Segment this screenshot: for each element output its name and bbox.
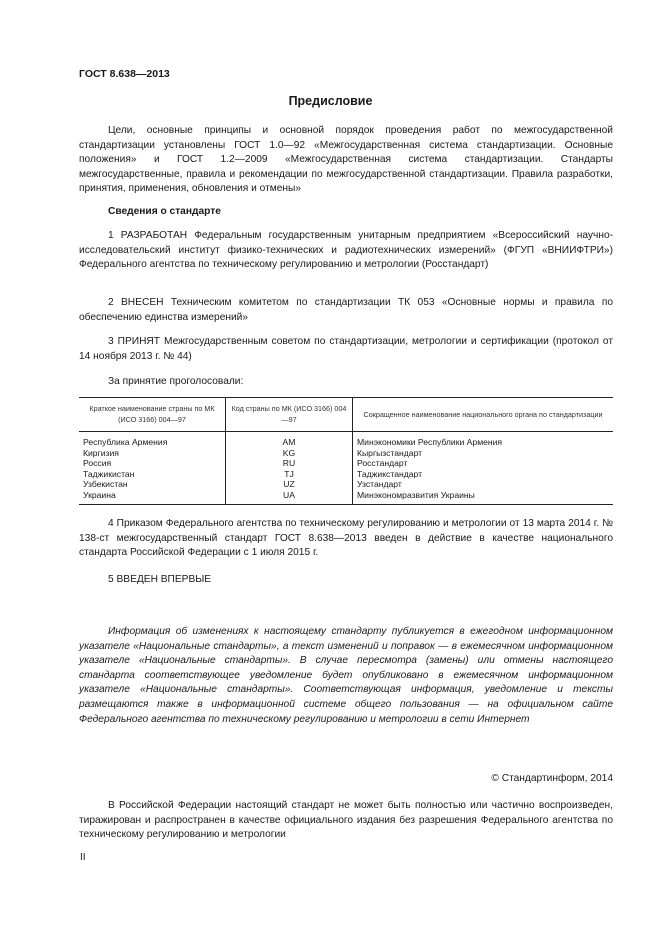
document-id-header: ГОСТ 8.638—2013 [79,68,170,80]
changes-notice: Информация об изменениях к настоящему стандарту публикуется в ежегодном информационном указателе «Национальные стандарты», а текст изменений и поправок — в ежемесячном информационном указателе «Национальные стандарты». В случае пересмотра (замены) или отмены настоящего стандарта соответствующее уведомление будет опубликовано в ежемесячном информационном указателе «Национальные стандарты». Соответствующая информация, уведомление и тексты размещаются также в информационной системе общего пользования — на официальном сайте Федерального агентства по техническому регулированию и метрологии в сети Интернет [79,626,613,725]
copyright-line: © Стандартинформ, 2014 [491,773,613,784]
country-cell: Республика Армения [83,437,168,447]
table-header-row [79,398,613,432]
table-row [79,458,613,469]
code-cell: KG [226,448,353,459]
table-row [79,432,613,448]
preface-intro: Цели, основные принципы и основной порядок проведения работ по межгосударственной стандартизации установлены ГОСТ 1.0—92 «Межгосударственная система стандартизации. Основные положения» и ГОСТ 1.2—2009 «Межгосударственная система стандартизации. Стандарты межгосударственные, правила и рекомендации по межгосударственной стандартизации. Правила разработки, принятия, применения, обновления и отмены» [79,125,613,195]
country-cell: Киргизия [83,447,119,458]
country-cell: Украина [83,489,116,500]
code-cell: TJ [226,469,353,480]
voted-label: За принятие проголосовали: [108,376,244,387]
table-row [79,469,613,480]
body-cell: Минэкономразвития Украины [353,490,614,505]
table-row [79,448,613,459]
item-enacted: 4 Приказом Федерального агентства по техническому регулированию и метрологии от 13 марта 2014 г. № 138-ст межгосударственный стандарт ГОСТ 8.638—2013 введен в действие в качестве национального стандарта Российской Федерации с 1 июля 2015 г. [79,518,613,559]
body-cell: Кыргызстандарт [353,448,614,459]
table-row [79,479,613,490]
column-header-country: Краткое наименование страны по МК (ИСО 3166) 004—97 [79,398,226,432]
item-first-introduced: 5 ВВЕДЕН ВПЕРВЫЕ [108,574,212,585]
country-cell: Узбекистан [83,479,128,489]
item-submitted: 2 ВНЕСЕН Техническим комитетом по стандартизации ТК 053 «Основные нормы и правила по обеспечению единства измерений» [79,297,613,323]
page-number: II [80,852,86,863]
column-header-body: Сокращенное наименование национального органа по стандартизации [353,398,614,432]
votes-table [79,397,613,505]
reproduction-notice: В Российской Федерации настоящий стандарт не может быть полностью или частично воспроизведен, тиражирован и распространен в качестве официального издания без разрешения Федерального агентства по техническому регулированию и метрологии [79,800,613,841]
table-row [79,490,613,505]
item-developed: 1 РАЗРАБОТАН Федеральным государственным унитарным предприятием «Всероссийский научно-исследовательский институт физико-технических и радиотехнических измерений» (ФГУП «ВНИИФТРИ») Федерального агентства по техническому регулированию и метрологии (Росстандарт) [79,230,613,271]
preface-title: Предисловие [288,94,373,108]
body-cell: Таджикстандарт [353,469,614,480]
code-cell: UA [226,490,353,505]
body-cell: Узстандарт [353,479,614,490]
item-adopted: 3 ПРИНЯТ Межгосударственным советом по стандартизации, метрологии и сертификации (протокол от 14 ноября 2013 г. № 44) [79,336,613,362]
code-cell: UZ [226,479,353,490]
code-cell: RU [226,458,353,469]
country-cell: Россия [83,458,112,468]
code-cell: AM [226,432,353,448]
standard-info-heading: Сведения о стандарте [108,206,221,217]
body-cell: Росстандарт [353,458,614,469]
column-header-code: Код страны по МК (ИСО 3166) 004—97 [226,398,353,432]
country-cell: Таджикистан [83,468,135,479]
body-cell: Минэкономики Республики Армения [353,432,614,448]
